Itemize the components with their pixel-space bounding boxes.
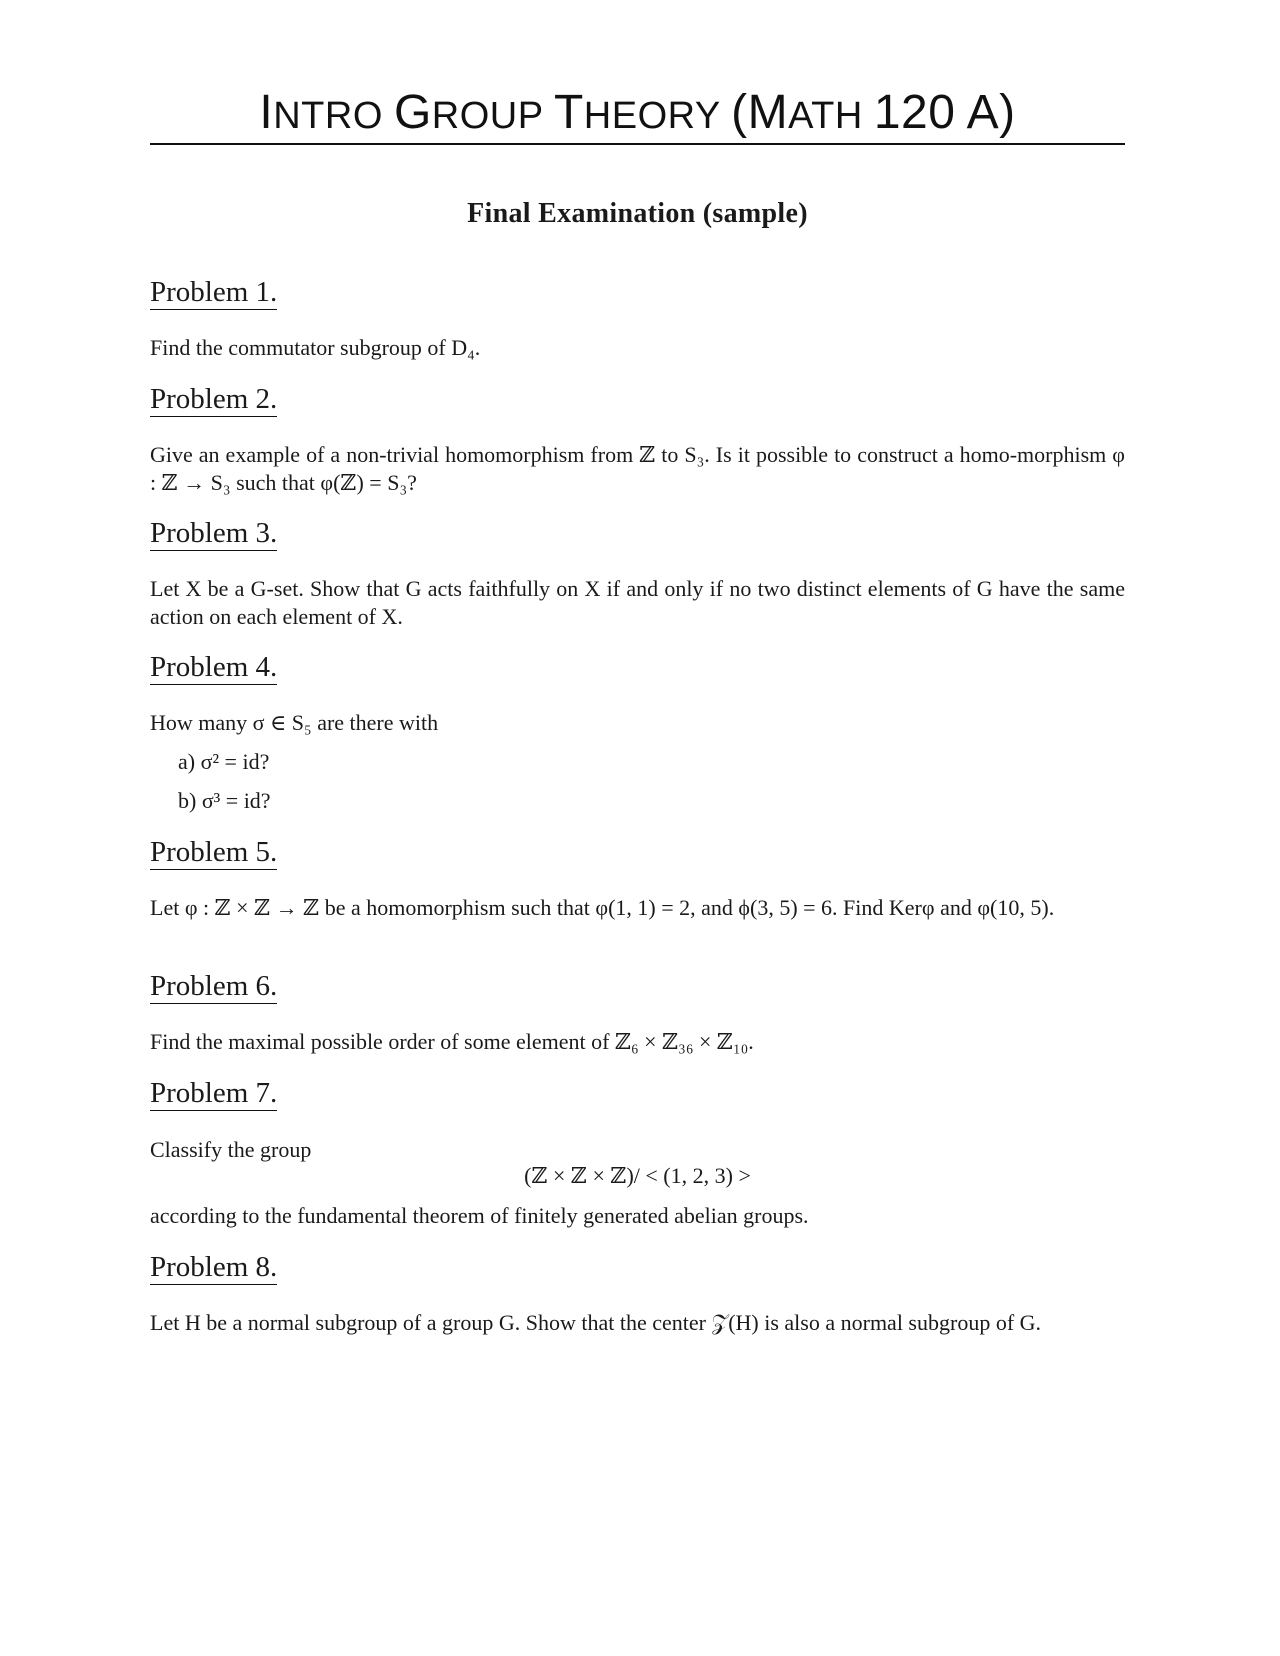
- problem-3-title: Problem 3.: [150, 517, 278, 549]
- problem-2-text: Give an example of a non-trivial homomorphism from ℤ to S₃. Is it possible to construct a homo-morphism φ : ℤ → S₃ such that φ(ℤ) = S₃?: [150, 442, 1125, 495]
- problem-6-text: Find the maximal possible order of some element of ℤ₆ × ℤ₃₆ × ℤ₁₀.: [150, 1029, 754, 1054]
- problem-8-title: Problem 8.: [150, 1251, 278, 1283]
- problem-8-text: Let H be a normal subgroup of a group G. Show that the center 𝒵(H) is also a normal subgroup of G.: [150, 1310, 1042, 1335]
- problem-7-formula: (ℤ × ℤ × ℤ)/ < (1, 2, 3) >: [524, 1163, 751, 1188]
- exam-page: [150, 0, 1125, 1656]
- problem-4-part-a: a) σ² = id?: [178, 749, 270, 774]
- exam-subtitle: Final Examination (sample): [467, 198, 808, 229]
- problem-4-title: Problem 4.: [150, 651, 278, 683]
- problem-6-title: Problem 6.: [150, 970, 278, 1002]
- problem-7-title: Problem 7.: [150, 1077, 278, 1109]
- title-rule: [150, 143, 1125, 145]
- problem-7-text-2: according to the fundamental theorem of finitely generated abelian groups.: [150, 1203, 809, 1228]
- problem-5-text: Let φ : ℤ × ℤ → ℤ be a homomorphism such that φ(1, 1) = 2, and ϕ(3, 5) = 6. Find Kerφ and φ(10, 5).: [150, 895, 1055, 920]
- problem-2-title: Problem 2.: [150, 383, 278, 415]
- problem-3-text: Let X be a G-set. Show that G acts faithfully on X if and only if no two distinct elements of G have the same action on each element of X.: [150, 576, 1125, 629]
- problem-5-title: Problem 5.: [150, 836, 278, 868]
- problem-4-text: How many σ ∈ S₅ are there with: [150, 710, 439, 735]
- problem-1-text: Find the commutator subgroup of D₄.: [150, 335, 481, 360]
- course-title: INTRO GROUP THEORY (MATH 120 A): [259, 86, 1016, 139]
- problem-7-text: Classify the group: [150, 1137, 312, 1162]
- problem-4-part-b: b) σ³ = id?: [178, 788, 271, 813]
- problem-1-title: Problem 1.: [150, 276, 278, 308]
